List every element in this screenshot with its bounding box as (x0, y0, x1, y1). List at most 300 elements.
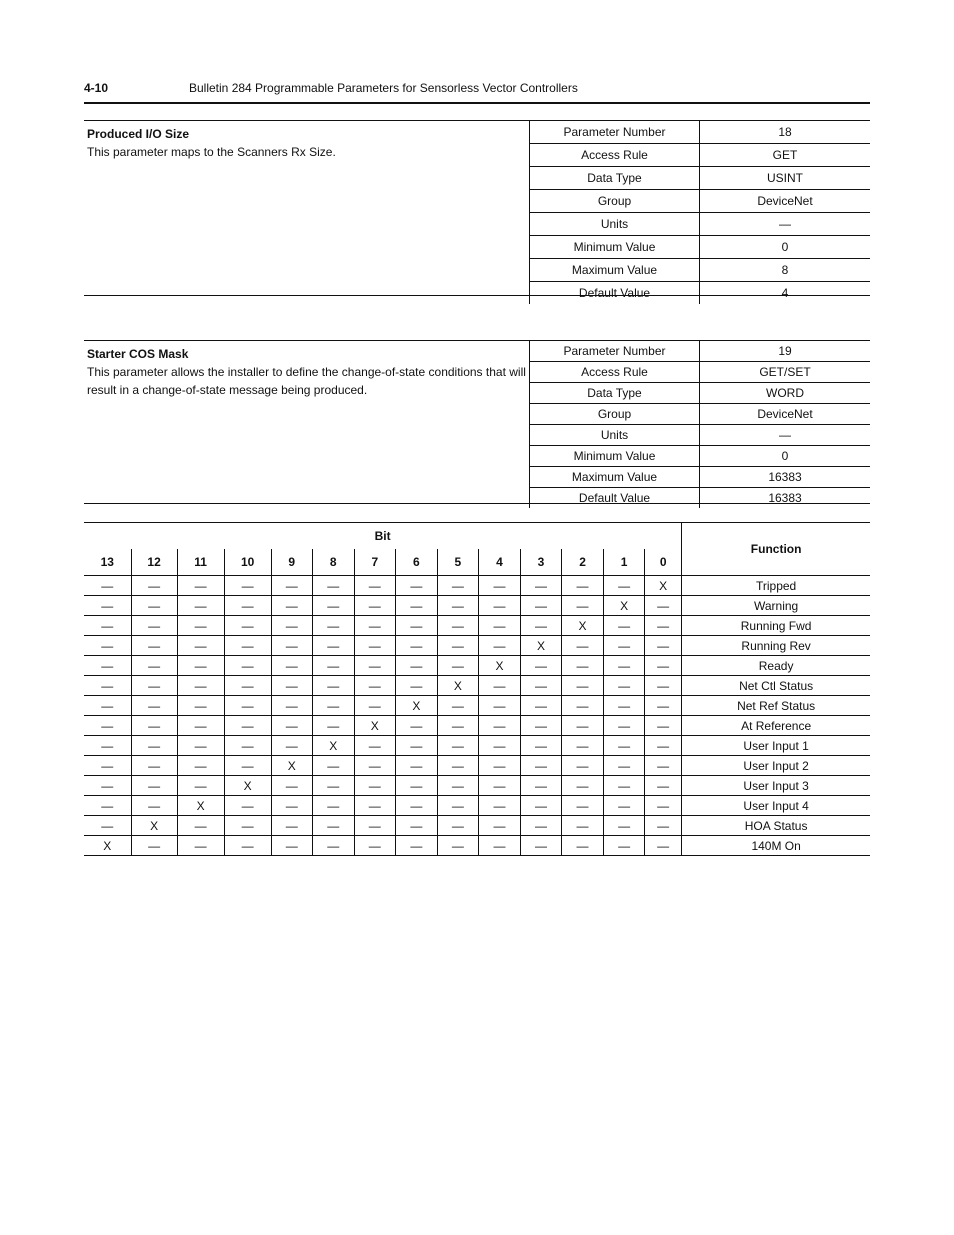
bit-column-header: 2 (562, 549, 604, 576)
bit-cell: — (177, 676, 224, 696)
param-value: 0 (700, 236, 871, 259)
bit-cell: — (177, 636, 224, 656)
bit-cell: — (395, 576, 437, 596)
table-row (84, 836, 870, 856)
bit-cell: — (604, 736, 645, 756)
bit-cell: — (224, 756, 271, 776)
table-row (84, 596, 870, 616)
bit-cell: — (645, 596, 682, 616)
function-cell: Tripped (682, 576, 870, 596)
function-cell: User Input 1 (682, 736, 870, 756)
bit-cell: — (84, 596, 131, 616)
table-row (84, 616, 870, 636)
bit-cell: — (478, 736, 520, 756)
bit-cell: — (177, 576, 224, 596)
bit-cell: — (271, 776, 312, 796)
bit-column-header: 9 (271, 549, 312, 576)
bit-cell: — (604, 676, 645, 696)
bit-cell: — (354, 676, 395, 696)
bit-cell: — (224, 696, 271, 716)
table-row (84, 656, 870, 676)
param-title: Starter COS Mask (87, 347, 189, 361)
bit-cell: X (562, 616, 604, 636)
bit-column-header: 5 (437, 549, 478, 576)
bit-cell: — (562, 636, 604, 656)
bit-cell: — (271, 796, 312, 816)
bit-cell: — (562, 736, 604, 756)
param-row (530, 144, 871, 167)
bit-function-table (84, 522, 870, 856)
bit-cell: X (604, 596, 645, 616)
bit-cell: — (604, 816, 645, 836)
bit-cell: — (395, 616, 437, 636)
param-title: Produced I/O Size (87, 127, 190, 141)
bit-cell: X (177, 796, 224, 816)
param-key: Minimum Value (530, 236, 700, 259)
bit-column-header: 12 (131, 549, 177, 576)
param-key: Access Rule (530, 362, 700, 383)
param-key: Units (530, 213, 700, 236)
bit-cell: — (177, 596, 224, 616)
param-description (84, 121, 530, 165)
bit-cell: — (354, 736, 395, 756)
function-cell: Net Ref Status (682, 696, 870, 716)
bit-cell: — (604, 696, 645, 716)
bit-cell: — (271, 596, 312, 616)
bit-cell: — (562, 676, 604, 696)
param-value: GET (700, 144, 871, 167)
header-rule (84, 102, 870, 104)
bit-cell: — (354, 816, 395, 836)
bit-cell: — (437, 616, 478, 636)
bit-cell: — (271, 716, 312, 736)
param-value: 8 (700, 259, 871, 282)
bit-cell: — (562, 756, 604, 776)
param-table (529, 341, 870, 508)
param-key: Access Rule (530, 144, 700, 167)
bit-cell: — (520, 596, 561, 616)
bit-cell: — (478, 716, 520, 736)
bit-cell: — (645, 836, 682, 856)
param-description-text: This parameter maps to the Scanners Rx Size. (87, 145, 336, 159)
param-key: Parameter Number (530, 121, 700, 144)
bit-cell: — (562, 716, 604, 736)
bit-cell: — (437, 776, 478, 796)
param-value: GET/SET (700, 362, 871, 383)
param-key: Parameter Number (530, 341, 700, 362)
param-value: DeviceNet (700, 190, 871, 213)
bit-cell: — (437, 796, 478, 816)
bit-cell: — (395, 736, 437, 756)
bit-cell: — (271, 696, 312, 716)
bit-cell: — (84, 756, 131, 776)
bit-cell: — (131, 736, 177, 756)
param-key: Data Type (530, 383, 700, 404)
bit-cell: — (645, 676, 682, 696)
param-block-produced-io-size (84, 120, 870, 300)
bit-column-header: 6 (395, 549, 437, 576)
bit-cell: — (312, 596, 354, 616)
bit-cell: — (354, 836, 395, 856)
bit-cell: — (437, 716, 478, 736)
table-row (84, 776, 870, 796)
bit-cell: — (562, 576, 604, 596)
bit-cell: — (131, 696, 177, 716)
param-description-text: This parameter allows the installer to define the change-of-state conditions that will result in a change-of-state message being produced. (87, 365, 526, 397)
bit-cell: — (395, 596, 437, 616)
bit-cell: — (177, 716, 224, 736)
bit-cell: — (312, 836, 354, 856)
function-cell: Running Rev (682, 636, 870, 656)
param-row (530, 236, 871, 259)
param-value: — (700, 425, 871, 446)
bit-cell: — (224, 616, 271, 636)
bit-column-header: 1 (604, 549, 645, 576)
table-row (84, 696, 870, 716)
bit-cell: — (645, 796, 682, 816)
param-description (84, 341, 530, 403)
param-row (530, 190, 871, 213)
bit-cell: — (645, 636, 682, 656)
param-value: — (700, 213, 871, 236)
bit-cell: — (478, 836, 520, 856)
bit-column-header: 0 (645, 549, 682, 576)
table-row (84, 636, 870, 656)
bit-cell: — (645, 776, 682, 796)
table-row (84, 736, 870, 756)
bit-cell: — (395, 776, 437, 796)
table-row (84, 756, 870, 776)
bit-cell: — (84, 576, 131, 596)
bit-cell: — (131, 636, 177, 656)
param-value: USINT (700, 167, 871, 190)
bit-cell: — (478, 796, 520, 816)
page-number: 4-10 (84, 81, 109, 95)
bit-cell: — (84, 776, 131, 796)
bit-cell: — (520, 836, 561, 856)
bit-cell: — (354, 616, 395, 636)
bit-cell: — (645, 656, 682, 676)
bit-cell: — (437, 656, 478, 676)
bit-cell: — (520, 776, 561, 796)
bit-cell: — (271, 636, 312, 656)
bit-cell: — (604, 576, 645, 596)
running-head: Bulletin 284 Programmable Parameters for Sensorless Vector Controllers (189, 81, 578, 95)
bit-cell: — (312, 756, 354, 776)
bit-cell: — (84, 696, 131, 716)
param-row (530, 259, 871, 282)
bit-cell: — (395, 656, 437, 676)
bit-cell: — (562, 596, 604, 616)
bit-cell: — (131, 796, 177, 816)
param-row (530, 425, 871, 446)
function-cell: Running Fwd (682, 616, 870, 636)
bit-cell: — (84, 656, 131, 676)
param-value: 16383 (700, 488, 871, 509)
bit-cell: — (271, 616, 312, 636)
bit-cell: — (84, 816, 131, 836)
bit-cell: — (131, 716, 177, 736)
bit-cell: — (271, 656, 312, 676)
function-cell: User Input 2 (682, 756, 870, 776)
bit-cell: — (312, 636, 354, 656)
bit-cell: — (312, 676, 354, 696)
bit-cell: — (478, 576, 520, 596)
function-cell: Ready (682, 656, 870, 676)
bit-cell: — (177, 756, 224, 776)
param-value: 19 (700, 341, 871, 362)
param-row (530, 446, 871, 467)
bit-cell: — (478, 776, 520, 796)
bit-cell: — (520, 756, 561, 776)
bit-cell: — (271, 576, 312, 596)
bit-cell: X (131, 816, 177, 836)
bit-cell: — (224, 596, 271, 616)
bit-cell: — (177, 736, 224, 756)
bit-cell: — (395, 816, 437, 836)
bit-cell: — (224, 796, 271, 816)
bit-cell: — (312, 776, 354, 796)
bit-cell: — (177, 616, 224, 636)
bit-cell: X (271, 756, 312, 776)
bit-cell: — (437, 576, 478, 596)
param-value: WORD (700, 383, 871, 404)
bit-cell: — (562, 776, 604, 796)
bit-cell: — (131, 756, 177, 776)
bit-cell: — (645, 736, 682, 756)
bit-cell: X (645, 576, 682, 596)
bit-cell: — (354, 636, 395, 656)
bit-cell: — (312, 716, 354, 736)
bit-cell: — (131, 836, 177, 856)
bit-cell: — (84, 796, 131, 816)
bit-cell: — (645, 816, 682, 836)
bit-cell: — (562, 816, 604, 836)
bit-cell: — (478, 616, 520, 636)
bit-cell: — (604, 776, 645, 796)
table-row (84, 796, 870, 816)
bit-cell: — (520, 816, 561, 836)
bit-cell: — (84, 616, 131, 636)
bit-cell: — (354, 776, 395, 796)
bit-cell: — (84, 736, 131, 756)
bit-cell: — (478, 816, 520, 836)
param-key: Group (530, 190, 700, 213)
bit-cell: — (84, 716, 131, 736)
bit-cell: — (354, 756, 395, 776)
bit-cell: — (354, 696, 395, 716)
bit-cell: — (604, 636, 645, 656)
bit-cell: X (395, 696, 437, 716)
bit-cell: — (131, 676, 177, 696)
bit-cell: — (604, 716, 645, 736)
bit-cell: — (645, 616, 682, 636)
function-cell: 140M On (682, 836, 870, 856)
bit-cell: — (478, 696, 520, 716)
bit-cell: — (271, 836, 312, 856)
bit-cell: — (478, 756, 520, 776)
param-row (530, 167, 871, 190)
bit-cell: — (224, 636, 271, 656)
bit-cell: X (520, 636, 561, 656)
bit-cell: — (131, 596, 177, 616)
bit-cell: — (84, 636, 131, 656)
bit-cell: — (437, 816, 478, 836)
param-row (530, 341, 871, 362)
bit-cell: — (437, 756, 478, 776)
param-row (530, 467, 871, 488)
table-row (84, 816, 870, 836)
bit-column-header: 11 (177, 549, 224, 576)
bit-cell: — (224, 716, 271, 736)
bit-cell: — (520, 676, 561, 696)
param-key: Units (530, 425, 700, 446)
bit-cell: — (224, 836, 271, 856)
param-value: DeviceNet (700, 404, 871, 425)
bit-cell: — (520, 796, 561, 816)
bit-cell: — (312, 696, 354, 716)
bit-cell: — (177, 836, 224, 856)
bit-cell: — (604, 756, 645, 776)
bit-cell: — (395, 796, 437, 816)
param-key: Group (530, 404, 700, 425)
param-row (530, 404, 871, 425)
bit-cell: — (437, 836, 478, 856)
bit-cell: — (604, 656, 645, 676)
param-key: Default Value (530, 282, 700, 305)
bit-cell: — (478, 676, 520, 696)
bit-cell: — (520, 716, 561, 736)
param-key: Default Value (530, 488, 700, 509)
bit-cell: — (604, 836, 645, 856)
param-value: 18 (700, 121, 871, 144)
bit-cell: — (354, 796, 395, 816)
function-cell: User Input 4 (682, 796, 870, 816)
function-cell: User Input 3 (682, 776, 870, 796)
bit-cell: — (645, 756, 682, 776)
bit-cell: — (645, 716, 682, 736)
bit-column-header: 13 (84, 549, 131, 576)
bit-cell: — (312, 656, 354, 676)
bit-cell: — (312, 816, 354, 836)
param-key: Maximum Value (530, 467, 700, 488)
bit-column-header: 8 (312, 549, 354, 576)
bit-cell: — (224, 736, 271, 756)
param-row (530, 383, 871, 404)
bit-cell: — (177, 816, 224, 836)
bit-cell: — (271, 816, 312, 836)
bit-header: Bit (84, 523, 682, 550)
bit-cell: — (562, 656, 604, 676)
bit-cell: — (312, 616, 354, 636)
bit-cell: — (131, 776, 177, 796)
bit-cell: — (604, 796, 645, 816)
bit-cell: — (177, 656, 224, 676)
bit-column-header: 7 (354, 549, 395, 576)
bit-cell: — (354, 576, 395, 596)
bit-cell: — (437, 596, 478, 616)
bit-cell: — (312, 796, 354, 816)
param-value: 0 (700, 446, 871, 467)
bit-cell: — (395, 716, 437, 736)
bit-cell: — (84, 676, 131, 696)
bit-cell: — (177, 696, 224, 716)
function-cell: HOA Status (682, 816, 870, 836)
bit-cell: — (354, 656, 395, 676)
bit-cell: — (224, 576, 271, 596)
table-row (84, 716, 870, 736)
bit-cell: — (312, 576, 354, 596)
param-row (530, 282, 871, 305)
bit-cell: X (84, 836, 131, 856)
bit-cell: — (520, 736, 561, 756)
bit-cell: — (395, 636, 437, 656)
bit-cell: — (224, 656, 271, 676)
bit-cell: X (478, 656, 520, 676)
bit-cell: — (224, 676, 271, 696)
param-value: 4 (700, 282, 871, 305)
bit-cell: — (271, 736, 312, 756)
table-row (84, 576, 870, 596)
bit-cell: — (437, 696, 478, 716)
bit-cell: — (520, 696, 561, 716)
table-row (84, 676, 870, 696)
param-row (530, 362, 871, 383)
param-row (530, 121, 871, 144)
bit-cell: — (437, 736, 478, 756)
param-key: Data Type (530, 167, 700, 190)
param-value: 16383 (700, 467, 871, 488)
bit-cell: — (437, 636, 478, 656)
param-table (529, 121, 870, 304)
param-row (530, 488, 871, 509)
bit-cell: — (395, 756, 437, 776)
bit-cell: — (520, 576, 561, 596)
bit-cell: — (520, 656, 561, 676)
bit-cell: — (520, 616, 561, 636)
bit-cell: — (224, 816, 271, 836)
function-cell: Net Ctl Status (682, 676, 870, 696)
bit-cell: — (271, 676, 312, 696)
bit-cell: — (478, 596, 520, 616)
bit-column-header: 4 (478, 549, 520, 576)
bit-cell: — (645, 696, 682, 716)
bit-cell: — (562, 796, 604, 816)
bit-cell: — (562, 696, 604, 716)
bit-cell: — (562, 836, 604, 856)
bit-cell: X (354, 716, 395, 736)
bit-column-header: 3 (520, 549, 561, 576)
param-key: Maximum Value (530, 259, 700, 282)
bit-cell: — (131, 616, 177, 636)
bit-cell: — (604, 616, 645, 636)
bit-cell: — (395, 836, 437, 856)
function-header: Function (682, 523, 870, 576)
bit-cell: — (177, 776, 224, 796)
bit-cell: — (131, 576, 177, 596)
bit-cell: X (224, 776, 271, 796)
bit-cell: X (437, 676, 478, 696)
bit-cell: — (478, 636, 520, 656)
param-block-starter-cos-mask (84, 340, 870, 504)
param-key: Minimum Value (530, 446, 700, 467)
bit-column-header: 10 (224, 549, 271, 576)
bit-cell: — (131, 656, 177, 676)
bit-cell: — (395, 676, 437, 696)
bit-cell: — (354, 596, 395, 616)
function-cell: Warning (682, 596, 870, 616)
bit-cell: X (312, 736, 354, 756)
